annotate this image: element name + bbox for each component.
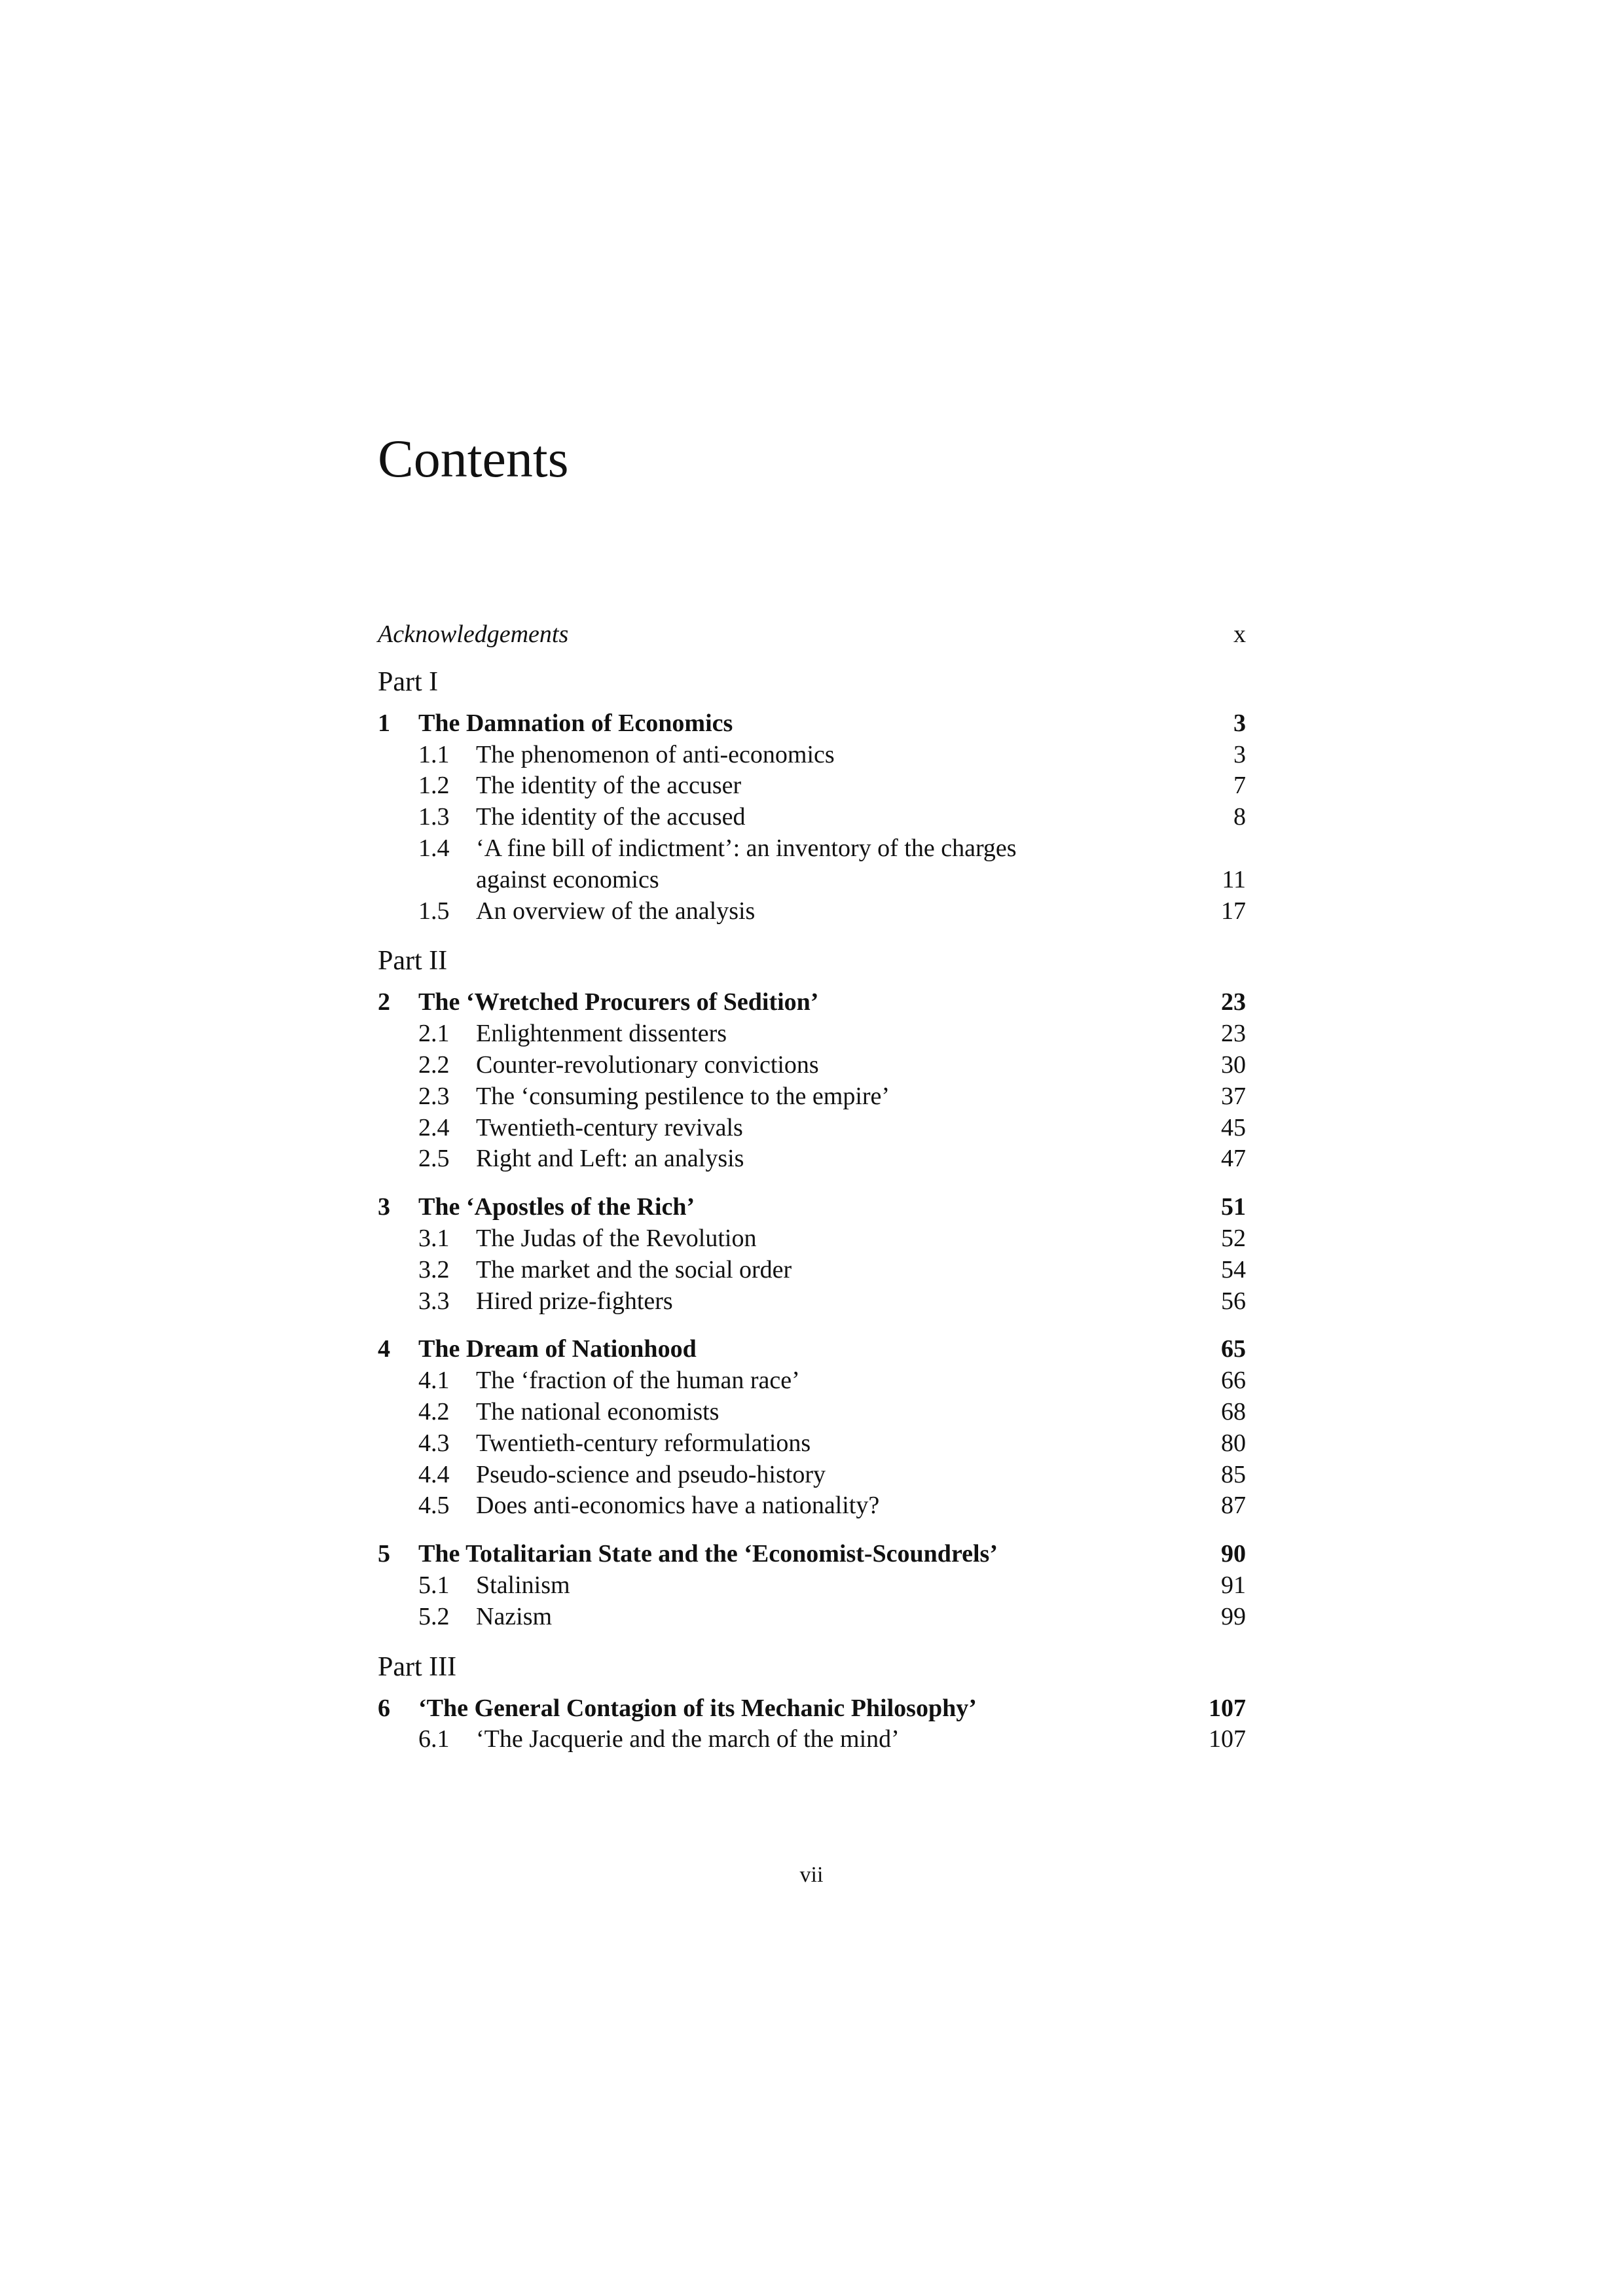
section-number: 4.5 <box>418 1492 450 1520</box>
section-title: Twentieth-century reformulations <box>476 1429 811 1457</box>
page-number: 107 <box>1209 1694 1246 1722</box>
page-number: 17 <box>1221 897 1246 925</box>
section-number: 1.4 <box>418 834 450 862</box>
section-number: 1.2 <box>418 772 450 800</box>
toc-entry-acknowledgements[interactable] <box>378 619 1246 651</box>
section-title: The identity of the accuser <box>476 772 742 800</box>
chapter-title: The Dream of Nationhood <box>418 1335 697 1363</box>
chapter-number: 5 <box>378 1540 390 1568</box>
page-number: 107 <box>1209 1725 1246 1753</box>
section-title: The phenomenon of anti-economics <box>476 740 835 768</box>
section-number: 3.1 <box>418 1224 450 1252</box>
page-number: 85 <box>1221 1460 1246 1488</box>
page-number: 80 <box>1221 1429 1246 1457</box>
toc-section[interactable] <box>378 833 1246 896</box>
page-number: 65 <box>1221 1335 1246 1363</box>
section-title: ‘A fine bill of indictment’: an inventory of the charges against economics <box>476 834 1017 893</box>
toc-section[interactable] <box>378 1365 1246 1397</box>
toc-section[interactable] <box>378 896 1246 927</box>
page-number: 8 <box>1233 803 1246 831</box>
section-number: 2.5 <box>418 1145 450 1173</box>
page-folio: vii <box>799 1863 824 1887</box>
page-number: 7 <box>1233 772 1246 800</box>
page-number: 11 <box>1222 865 1246 893</box>
chapter-title: The ‘Apostles of the Rich’ <box>418 1193 695 1221</box>
section-number: 4.4 <box>418 1460 450 1488</box>
page-number: 37 <box>1221 1082 1246 1110</box>
toc-section[interactable] <box>378 1223 1246 1255</box>
table-of-contents <box>378 619 1246 1755</box>
chapter-number: 3 <box>378 1193 390 1221</box>
page-number: 90 <box>1221 1540 1246 1568</box>
section-title: Does anti-economics have a nationality? <box>476 1492 880 1520</box>
section-number: 1.1 <box>418 740 450 768</box>
section-number: 2.1 <box>418 1020 450 1048</box>
section-title: The Judas of the Revolution <box>476 1224 757 1252</box>
page-number: 68 <box>1221 1397 1246 1426</box>
chapter-title: The Damnation of Economics <box>418 709 733 737</box>
part-heading: Part II <box>378 946 448 977</box>
toc-section[interactable] <box>378 1397 1246 1428</box>
toc-section[interactable] <box>378 1286 1246 1318</box>
toc-section[interactable] <box>378 1490 1246 1522</box>
section-title: Right and Left: an analysis <box>476 1145 744 1173</box>
page-number: 3 <box>1233 709 1246 737</box>
chapter-number: 2 <box>378 988 390 1016</box>
section-title: Hired prize-fighters <box>476 1287 673 1315</box>
toc-chapter-3[interactable] <box>378 1192 1246 1223</box>
section-number: 2.3 <box>418 1082 450 1110</box>
section-number: 4.1 <box>418 1367 450 1395</box>
toc-chapter-2[interactable] <box>378 987 1246 1018</box>
part-heading: Part I <box>378 666 439 697</box>
section-title: Enlightenment dissenters <box>476 1020 727 1048</box>
toc-section[interactable] <box>378 1018 1246 1050</box>
page-title: Contents <box>378 429 569 488</box>
section-number: 2.2 <box>418 1050 450 1079</box>
section-title: Nazism <box>476 1602 553 1630</box>
toc-chapter-1[interactable] <box>378 708 1246 740</box>
toc-section[interactable] <box>378 1113 1246 1144</box>
section-title: Counter-revolutionary convictions <box>476 1050 819 1079</box>
toc-section[interactable] <box>378 1460 1246 1491</box>
toc-section[interactable] <box>378 1724 1246 1755</box>
chapter-title: ‘The General Contagion of its Mechanic Philosophy’ <box>418 1694 977 1722</box>
toc-chapter-4[interactable] <box>378 1334 1246 1365</box>
part-heading: Part III <box>378 1651 457 1682</box>
page-number: x <box>1233 620 1246 648</box>
page-number: 23 <box>1221 1020 1246 1048</box>
page-number: 91 <box>1221 1571 1246 1599</box>
chapter-number: 1 <box>378 709 390 737</box>
page-number: 66 <box>1221 1367 1246 1395</box>
section-number: 3.3 <box>418 1287 450 1315</box>
section-title: Stalinism <box>476 1571 570 1599</box>
toc-chapter-5[interactable] <box>378 1539 1246 1570</box>
page-number: 99 <box>1221 1602 1246 1630</box>
section-number: 5.2 <box>418 1602 450 1630</box>
page-number: 3 <box>1233 740 1246 768</box>
section-number: 4.3 <box>418 1429 450 1457</box>
page-number: 23 <box>1221 988 1246 1016</box>
section-title: ‘The Jacquerie and the march of the mind’ <box>476 1725 900 1753</box>
toc-section[interactable] <box>378 1081 1246 1113</box>
chapter-title: The Totalitarian State and the ‘Economist-Scoundrels’ <box>418 1540 998 1568</box>
toc-section[interactable] <box>378 802 1246 833</box>
page-number: 87 <box>1221 1492 1246 1520</box>
section-title: The ‘fraction of the human race’ <box>476 1367 800 1395</box>
page-number: 52 <box>1221 1224 1246 1252</box>
chapter-title: The ‘Wretched Procurers of Sedition’ <box>418 988 819 1016</box>
section-number: 4.2 <box>418 1397 450 1426</box>
section-title: The ‘consuming pestilence to the empire’ <box>476 1082 890 1110</box>
section-number: 1.3 <box>418 803 450 831</box>
section-title: Twentieth-century revivals <box>476 1113 743 1141</box>
toc-section[interactable] <box>378 1143 1246 1175</box>
section-number: 2.4 <box>418 1113 450 1141</box>
toc-section[interactable] <box>378 740 1246 771</box>
section-title: An overview of the analysis <box>476 897 756 925</box>
page-number: 54 <box>1221 1255 1246 1283</box>
section-title: The market and the social order <box>476 1255 792 1283</box>
toc-section[interactable] <box>378 1570 1246 1602</box>
toc-section[interactable] <box>378 1255 1246 1286</box>
toc-section[interactable] <box>378 770 1246 802</box>
toc-section[interactable] <box>378 1602 1246 1633</box>
section-number: 3.2 <box>418 1255 450 1283</box>
page-number: 51 <box>1221 1193 1246 1221</box>
section-number: 6.1 <box>418 1725 450 1753</box>
page-number: 30 <box>1221 1050 1246 1079</box>
toc-chapter-6[interactable] <box>378 1693 1246 1725</box>
chapter-number: 6 <box>378 1694 390 1722</box>
section-title: The identity of the accused <box>476 803 746 831</box>
page-number: 45 <box>1221 1113 1246 1141</box>
toc-section[interactable] <box>378 1050 1246 1081</box>
page-number: 56 <box>1221 1287 1246 1315</box>
section-number: 5.1 <box>418 1571 450 1599</box>
page-number: 47 <box>1221 1145 1246 1173</box>
toc-section[interactable] <box>378 1428 1246 1460</box>
chapter-number: 4 <box>378 1335 390 1363</box>
acknowledgements-label: Acknowledgements <box>378 620 569 648</box>
section-number: 1.5 <box>418 897 450 925</box>
section-title: Pseudo-science and pseudo-history <box>476 1460 826 1488</box>
section-title: The national economists <box>476 1397 720 1426</box>
